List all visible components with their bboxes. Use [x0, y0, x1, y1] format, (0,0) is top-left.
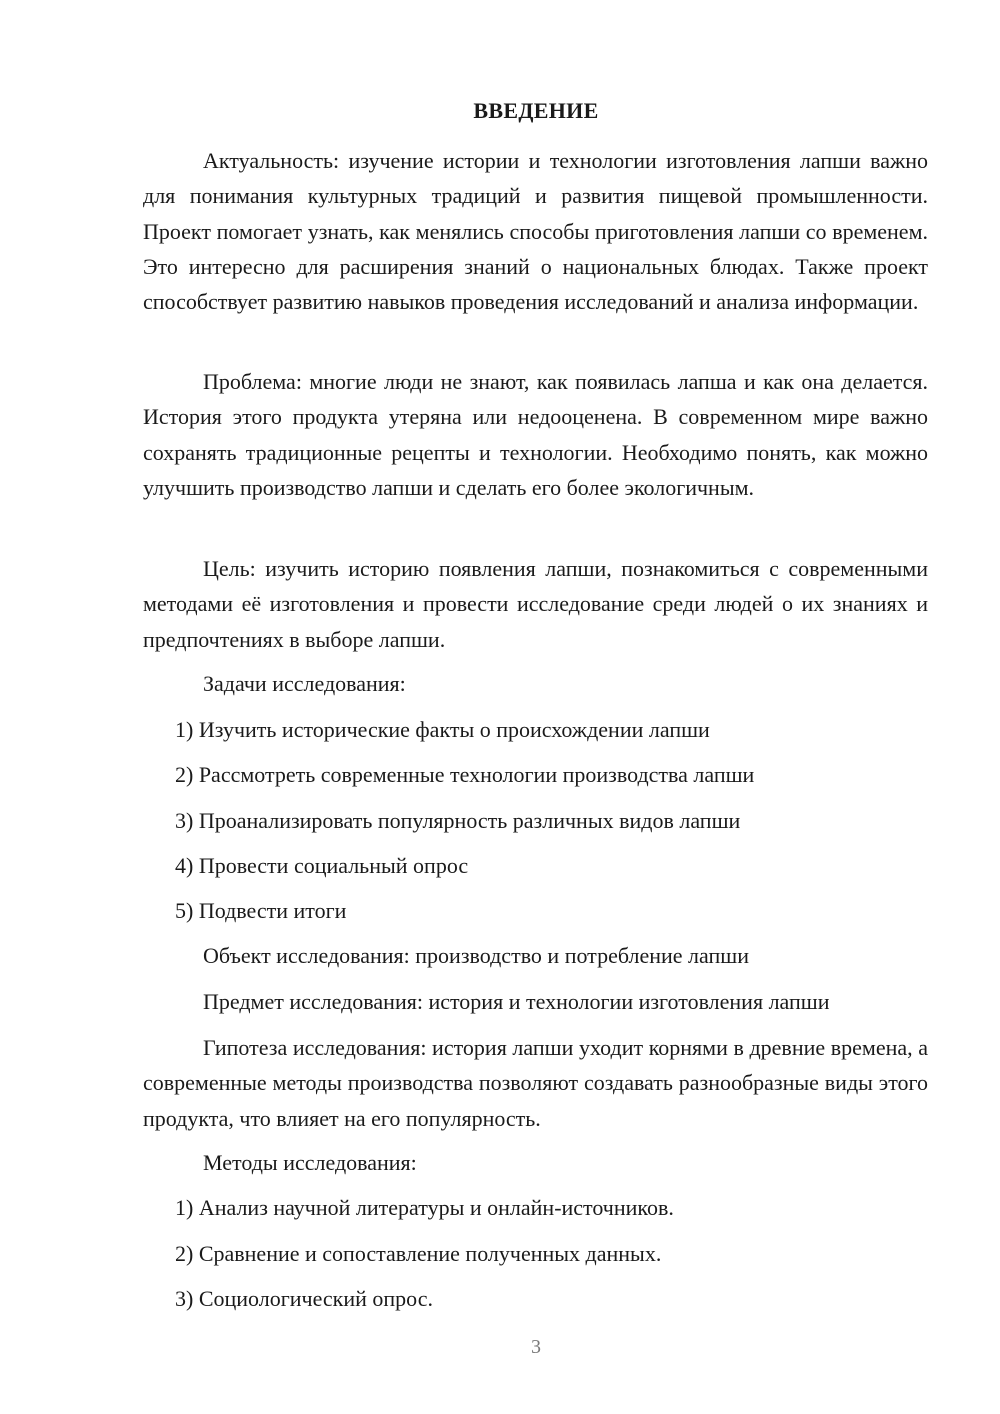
method-item-2: 2) Сравнение и сопоставление полученных данных. [175, 1241, 662, 1266]
task-item-2: 2) Рассмотреть современные технологии производства лапши [175, 762, 755, 787]
method-item-3: 3) Социологический опрос. [175, 1286, 433, 1311]
task-item-1: 1) Изучить исторические факты о происхождении лапши [175, 717, 710, 742]
page-number: 3 [531, 1336, 541, 1358]
hypothesis-paragraph: Гипотеза исследования: история лапши уходит корнями в древние времена, а современные методы производства позволяют создавать разнообразные виды этого продукта, что влияет на его популярность. [143, 1035, 928, 1131]
task-item-5: 5) Подвести итоги [175, 898, 347, 923]
methods-heading: Методы исследования: [203, 1150, 417, 1175]
task-item-4: 4) Провести социальный опрос [175, 853, 469, 878]
task-item-3: 3) Проанализировать популярность различных видов лапши [175, 808, 741, 833]
relevance-paragraph: Актуальность: изучение истории и технологии изготовления лапши важно для понимания культурных традиций и развития пищевой промышленности. Проект помогает узнать, как менялись способы приготовления лапши со временем. Это интересно для расширения знаний о национальных блюдах. Также проект способствует развитию навыков проведения исследований и анализа информации. [143, 148, 928, 315]
problem-paragraph: Проблема: многие люди не знают, как появилась лапша и как она делается. История этого продукта утеряна или недооценена. В современном мире важно сохранять традиционные рецепты и технологии. Необходимо понять, как можно улучшить производство лапши и сделать его более экологичным. [143, 369, 928, 500]
research-subject: Предмет исследования: история и технологии изготовления лапши [203, 989, 830, 1014]
page-title: ВВЕДЕНИЕ [473, 98, 599, 123]
goal-paragraph: Цель: изучить историю появления лапши, познакомиться с современными методами её изготовления и провести исследование среди людей о их знаниях и предпочтениях в выборе лапши. [143, 556, 928, 652]
method-item-1: 1) Анализ научной литературы и онлайн-источников. [175, 1195, 674, 1220]
research-object: Объект исследования: производство и потребление лапши [203, 943, 749, 968]
tasks-heading: Задачи исследования: [203, 671, 406, 696]
